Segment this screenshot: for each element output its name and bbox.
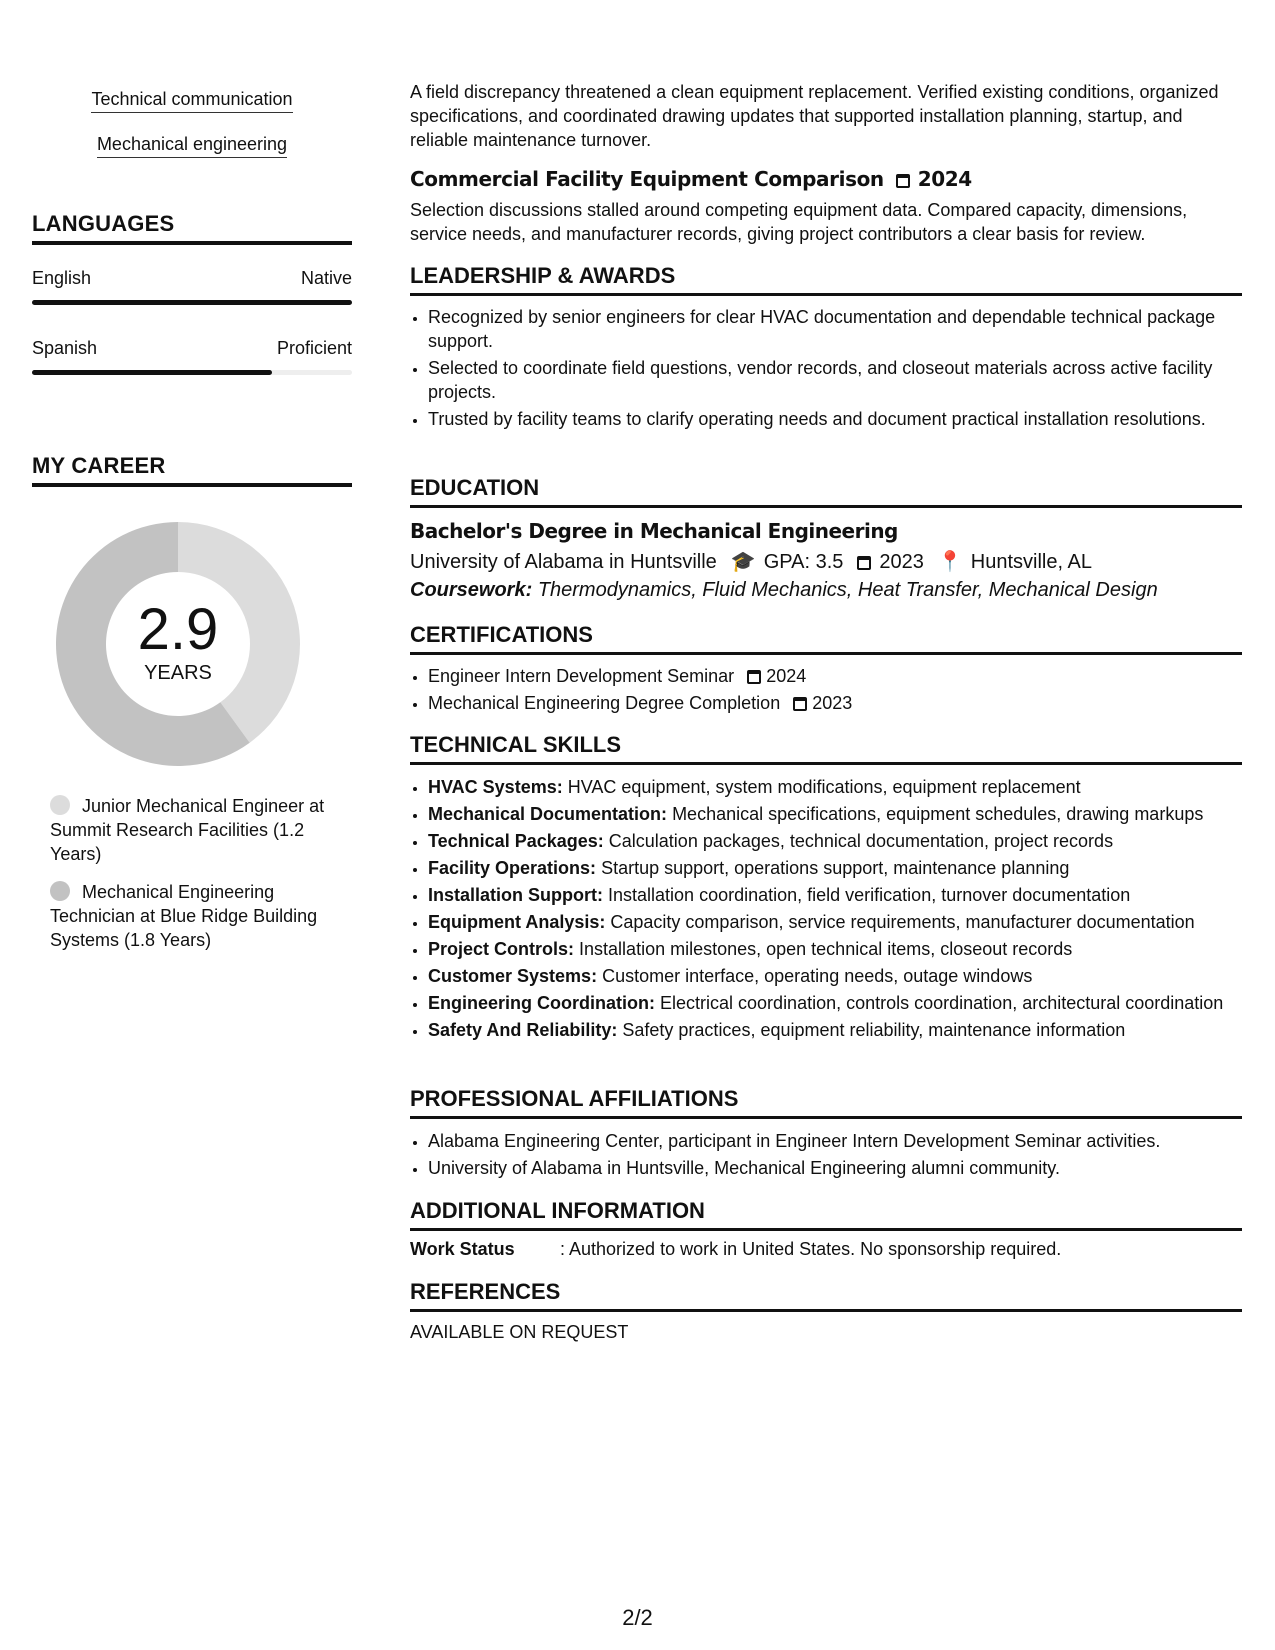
language-proficiency-fill bbox=[32, 300, 352, 305]
skill-tag: Technical communication bbox=[32, 88, 352, 113]
list-item: • Selected to coordinate field questions, vendor records, and closeout materials across active facility projects. bbox=[428, 356, 1260, 404]
leadership-list bbox=[410, 305, 1260, 434]
location-pin-icon: 📍 bbox=[937, 551, 963, 573]
list-item: • Facility Operations: Startup support, operations support, maintenance planning bbox=[428, 856, 1260, 880]
calendar-icon bbox=[896, 167, 910, 191]
affiliations-list bbox=[410, 1129, 1260, 1183]
list-item: • Engineering Coordination: Electrical coordination, controls coordination, architectural coordination bbox=[428, 991, 1260, 1015]
language-proficiency-fill bbox=[32, 370, 272, 375]
list-item: • Trusted by facility teams to clarify operating needs and document practical installation resolutions. bbox=[428, 407, 1260, 431]
list-item: • Safety And Reliability: Safety practices, equipment reliability, maintenance information bbox=[428, 1018, 1260, 1042]
career-heading: MY CAREER bbox=[32, 453, 352, 487]
donut-center bbox=[54, 520, 302, 768]
education-heading: EDUCATION bbox=[410, 475, 1242, 508]
career-donut-chart bbox=[54, 520, 302, 768]
school-name: University of Alabama in Huntsville bbox=[410, 551, 717, 573]
graduation-cap-icon: 🎓 bbox=[730, 551, 756, 573]
language-name: English bbox=[32, 268, 92, 288]
technical-skills-list bbox=[410, 775, 1260, 1045]
language-level: Native bbox=[300, 268, 352, 288]
work-status: Work Status : Authorized to work in United States. No sponsorship required. bbox=[410, 1239, 1062, 1259]
calendar-icon bbox=[793, 693, 807, 713]
career-legend-item: Mechanical Engineering Technician at Blue Ridge Building Systems (1.8 Years) bbox=[50, 882, 318, 950]
coursework: Coursework: Thermodynamics, Fluid Mechanics, Heat Transfer, Mechanical Design bbox=[410, 579, 1158, 601]
graduation-year: 2023 bbox=[879, 551, 924, 573]
project-title: Commercial Facility Equipment Comparison 2024 bbox=[410, 167, 972, 191]
skill-tag: Mechanical engineering bbox=[32, 133, 352, 158]
gpa: GPA: 3.5 bbox=[763, 551, 844, 573]
legend-dot-icon bbox=[50, 881, 70, 901]
school-location: Huntsville, AL bbox=[970, 551, 1092, 573]
list-item: • Engineer Intern Development Seminar 2024 bbox=[428, 664, 1260, 688]
list-item: • Alabama Engineering Center, participant in Engineer Intern Development Seminar activities. bbox=[428, 1129, 1260, 1153]
leadership-heading: LEADERSHIP & AWARDS bbox=[410, 263, 1242, 296]
calendar-icon bbox=[747, 666, 761, 686]
list-item: • University of Alabama in Huntsville, Mechanical Engineering alumni community. bbox=[428, 1156, 1260, 1180]
page-number: 2/2 bbox=[622, 1605, 653, 1630]
language-name: Spanish bbox=[32, 338, 98, 358]
list-item: • Project Controls: Installation milestones, open technical items, closeout records bbox=[428, 937, 1260, 961]
languages-heading: LANGUAGES bbox=[32, 211, 352, 245]
career-legend-item: Junior Mechanical Engineer at Summit Research Facilities (1.2 Years) bbox=[50, 796, 325, 864]
references-text: AVAILABLE ON REQUEST bbox=[410, 1322, 629, 1342]
legend-dot-icon bbox=[50, 795, 70, 815]
language-level: Proficient bbox=[276, 338, 352, 358]
career-total-years: 2.9 bbox=[137, 597, 219, 662]
list-item: • Mechanical Documentation: Mechanical specifications, equipment schedules, drawing markups bbox=[428, 802, 1260, 826]
list-item: • Recognized by senior engineers for clear HVAC documentation and dependable technical package support. bbox=[428, 305, 1260, 353]
career-total-unit: YEARS bbox=[144, 662, 212, 684]
certifications-list bbox=[410, 664, 1260, 718]
technical-skills-heading: TECHNICAL SKILLS bbox=[410, 732, 1242, 765]
project-description: Selection discussions stalled around competing equipment data. Compared capacity, dimensions, service needs, and manufacturer records, giving project contributors a clear basis for review. bbox=[410, 200, 1188, 244]
experience-paragraph: A field discrepancy threatened a clean equipment replacement. Verified existing conditions, organized specifications, and coordinated drawing updates that supported installation planning, startup, and reliable maintenance turnover. bbox=[410, 82, 1219, 150]
additional-info-heading: ADDITIONAL INFORMATION bbox=[410, 1198, 1242, 1231]
certifications-heading: CERTIFICATIONS bbox=[410, 622, 1242, 655]
degree-title: Bachelor's Degree in Mechanical Engineering bbox=[410, 519, 898, 543]
list-item: • Installation Support: Installation coordination, field verification, turnover documentation bbox=[428, 883, 1260, 907]
language-proficiency-bar bbox=[32, 300, 352, 305]
education-details bbox=[410, 549, 1092, 574]
list-item: • Customer Systems: Customer interface, operating needs, outage windows bbox=[428, 964, 1260, 988]
list-item: • Technical Packages: Calculation packages, technical documentation, project records bbox=[428, 829, 1260, 853]
affiliations-heading: PROFESSIONAL AFFILIATIONS bbox=[410, 1086, 1242, 1119]
list-item: • Mechanical Engineering Degree Completion 2023 bbox=[428, 691, 1260, 715]
references-heading: REFERENCES bbox=[410, 1279, 1242, 1312]
list-item: • Equipment Analysis: Capacity comparison, service requirements, manufacturer documentation bbox=[428, 910, 1260, 934]
project-year: 2024 bbox=[917, 167, 972, 191]
list-item: • HVAC Systems: HVAC equipment, system modifications, equipment replacement bbox=[428, 775, 1260, 799]
language-proficiency-bar bbox=[32, 370, 352, 375]
calendar-icon bbox=[857, 551, 871, 573]
